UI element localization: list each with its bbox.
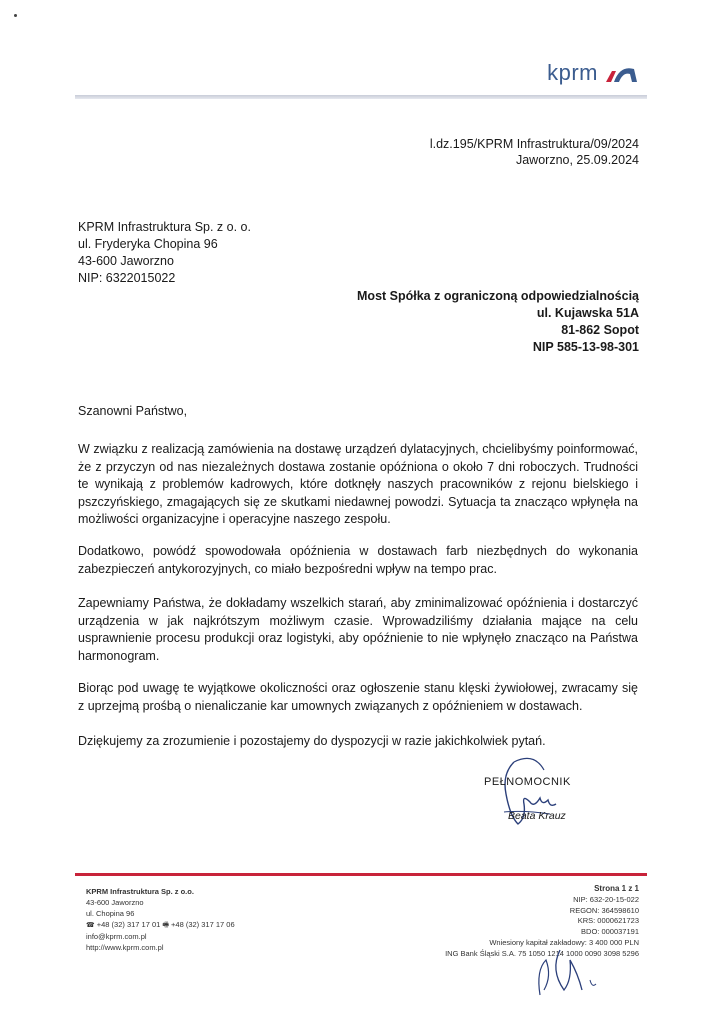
footer-company: KPRM Infrastruktura Sp. z o.o. (86, 887, 194, 896)
paragraph-1: W związku z realizacją zamówienia na dostawę urządzeń dylatacyjnych, chcielibyśmy poinformować, że z przyczyn od nas niezależnych dostawa zostanie opóźniona o około 7 dni roboczych. Trudności te wynikają z problemów kadrowych, które dotknęły naszych pracowników z rejonu bielskiego i pszczyńskiego, zmagających się ze skutkami niedawnej powodzi. Sytuacja ta znacząco wpłynęła na możliwości organizacyjne i operacyjne naszego zespołu. (78, 442, 638, 526)
footer-phone: +48 (32) 317 17 01 (96, 920, 161, 929)
page-number: Strona 1 z 1 (594, 884, 639, 893)
recipient-street: ul. Kujawska 51A (536, 306, 639, 320)
footer-email[interactable]: info@kprm.com.pl (86, 932, 147, 941)
footer-bdo: BDO: 000037191 (581, 927, 639, 937)
salutation: Szanowni Państwo, (78, 404, 188, 418)
recipient-address (357, 288, 639, 356)
sender-street: ul. Fryderyka Chopina 96 (78, 237, 218, 251)
logo-mark-icon (604, 63, 638, 83)
footer-street: ul. Chopina 96 (86, 909, 135, 918)
footer-phone-fax (86, 919, 235, 931)
footer-divider (75, 873, 647, 876)
recipient-nip: NIP 585-13-98-301 (532, 340, 639, 354)
footer-bank: ING Bank Śląski S.A. 75 1050 1214 1000 0090 3098 5296 (445, 948, 639, 958)
footer-fax: +48 (32) 317 17 06 (171, 920, 235, 929)
footer-web[interactable]: http://www.kprm.com.pl (86, 943, 164, 952)
place-date: Jaworzno, 25.09.2024 (515, 153, 639, 167)
phone-icon: ☎ (86, 922, 95, 929)
footer-krs: KRS: 0000621723 (577, 916, 639, 926)
signatory-name: Beata Krauz (508, 810, 566, 822)
logo-text: kprm (547, 60, 598, 85)
handwritten-signature (484, 754, 574, 834)
paraph-signature (530, 940, 610, 1000)
recipient-city: 81-862 Sopot (561, 323, 639, 337)
signatory-title: PEŁNOMOCNIK (484, 776, 571, 788)
footer-nip: NIP: 632-20-15-022 (573, 894, 639, 904)
fax-icon: 🖷 (162, 922, 170, 929)
header-divider (75, 95, 647, 99)
letter-meta (430, 136, 639, 168)
sender-address (78, 219, 251, 287)
reference-number: l.dz.195/KPRM Infrastruktura/09/2024 (429, 137, 639, 151)
sender-name: KPRM Infrastruktura Sp. z o. o. (78, 220, 251, 234)
paragraph-4: Biorąc pod uwagę te wyjątkowe okoliczności oraz ogłoszenie stanu klęski żywiołowej, zwracamy się z uprzejmą prośbą o nienaliczanie kar umownych związanych z opóźnieniem w dostawach. (78, 681, 638, 713)
footer-contact (86, 886, 235, 953)
scan-speck (14, 14, 17, 17)
paragraph-2: Dodatkowo, powódź spowodowała opóźnienia w dostawach farb niezbędnych do wykonania zabezpieczeń antykorozyjnych, co miało bezpośredni wpływ na tempo prac. (78, 544, 638, 576)
footer-regon: REGON: 364598610 (569, 905, 639, 915)
paragraph-3: Zapewniamy Państwa, że dokładamy wszelkich starań, aby zminimalizować opóźnienia i dostarczyć urządzenia w jak najkrótszym możliwym czasie. Wprowadziliśmy działania mające na celu usprawnienie procesu produkcji oraz logistyki, aby opóźnienie to nie wpłynęło znacząco na Państwa harmonogram. (78, 596, 638, 663)
footer-city: 43-600 Jaworzno (86, 898, 144, 907)
sender-city: 43-600 Jaworzno (78, 254, 174, 268)
paragraph-5: Dziękujemy za zrozumienie i pozostajemy do dyspozycji w razie jakichkolwiek pytań. (78, 734, 546, 748)
sender-nip: NIP: 6322015022 (78, 271, 176, 285)
recipient-name: Most Spółka z ograniczoną odpowiedzialnością (357, 289, 639, 303)
footer-capital: Wniesiony kapitał zakładowy: 3 400 000 PLN (489, 937, 639, 947)
company-logo (547, 60, 638, 86)
